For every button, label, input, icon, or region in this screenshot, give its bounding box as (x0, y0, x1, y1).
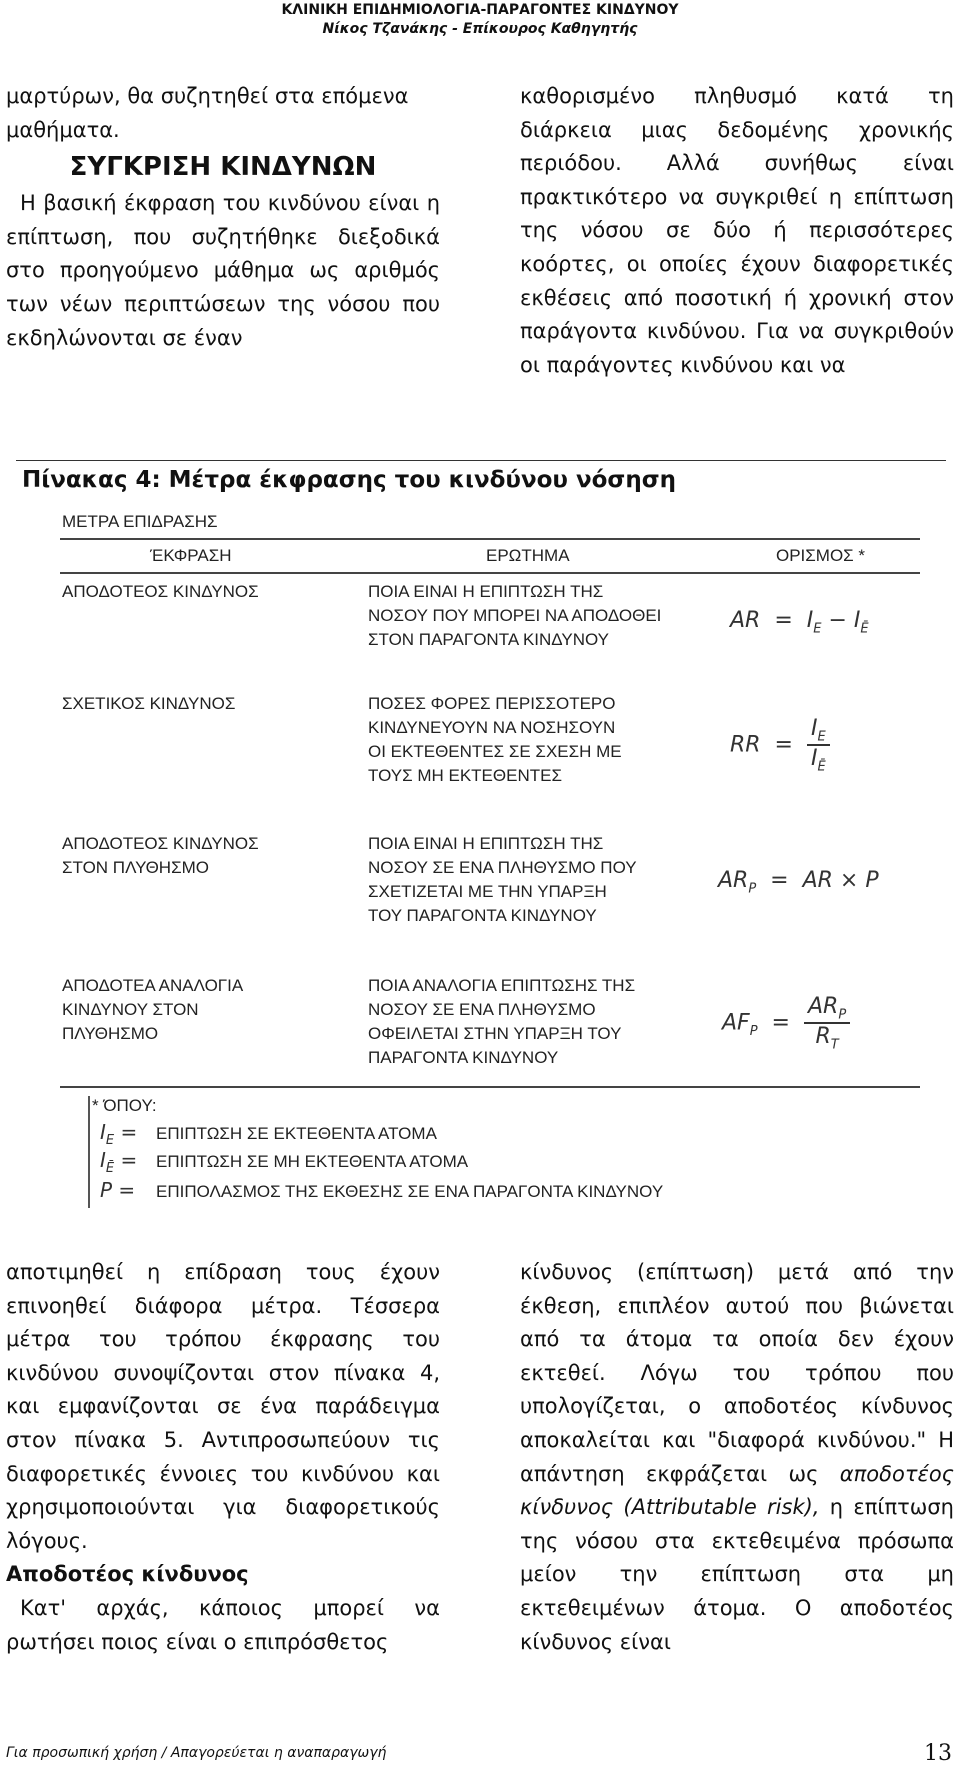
row4-expression: ΑΠΟΔΟΤΕΑ ΑΝΑΛΟΓΙΑ ΚΙΝΔΥΝΟΥ ΣΤΟΝ ΠΛΥΘΗΣΜΟ (62, 976, 244, 1043)
row1-question: ΠΟΙΑ ΕΙΝΑΙ Η ΕΠΙΠΤΩΣΗ ΤΗΣ ΝΟΣΟΥ ΠΟΥ ΜΠΟΡΕΙ ΝΑ ΑΠΟΔΟΘΕΙ ΣΤΟΝ ΠΑΡΑΓΟΝΤΑ ΚΙΝΔΥΝΟΥ (368, 582, 662, 649)
footnote-title: * ΌΠΟΥ: (92, 1096, 157, 1115)
row3-expression: ΑΠΟΔΟΤΕΟΣ ΚΙΝΔΥΝΟΣ ΣΤΟΝ ΠΛΥΘΗΣΜΟ (62, 834, 259, 877)
top-right-column (520, 80, 954, 382)
ar-text-part2: η επίπτωση της νόσου στα εκτεθειμένα πρόσωπα μείον την επίπτωση στα μη εκτεθειμένων άτομα. Ο αποδοτέος κίνδυνος είναι (520, 1495, 954, 1654)
table-rule-bottom (60, 1086, 920, 1088)
table-rule-header (60, 572, 920, 574)
row3-question: ΠΟΙΑ ΕΙΝΑΙ Η ΕΠΙΠΤΩΣΗ ΤΗΣ ΝΟΣΟΥ ΣΕ ΕΝΑ ΠΛΗΘΥΣΜΟ ΠΟΥ ΣΧΕΤΙΖΕΤΑΙ ΜΕ ΤΗΝ ΥΠΑΡΞΗ ΤΟΥ ΠΑΡΑΓΟΝΤΑ ΚΙΝΔΥΝΟΥ (368, 834, 637, 925)
row1-expression: ΑΠΟΔΟΤΕΟΣ ΚΙΝΔΥΝΟΣ (62, 582, 259, 601)
footnote-symbol-p: P = (100, 1178, 136, 1202)
col-header-definition: ΟΡΙΣΜΟΣ * (776, 546, 866, 565)
footnote-text-iebar: ΕΠΙΠΤΩΣΗ ΣΕ ΜΗ ΕΚΤΕΘΕΝΤΑ ΑΤΟΜΑ (156, 1152, 469, 1171)
col-header-expression: ΈΚΦΡΑΣΗ (150, 546, 232, 565)
attributable-risk-subheading: Αποδοτέος κίνδυνος (6, 1562, 249, 1587)
row2-question: ΠΟΣΕΣ ΦΟΡΕΣ ΠΕΡΙΣΣΟΤΕΡΟ ΚΙΝΔΥΝΕΥΟΥΝ ΝΑ ΝΟΣΗΣΟΥΝ ΟΙ ΕΚΤΕΘΕΝΤΕΣ ΣΕ ΣΧΕΣΗ ΜΕ ΤΟΥΣ ΜΗ ΕΚΤΕΘΕΝΤΕΣ (368, 694, 622, 785)
measures-paragraph: αποτιμηθεί η επίδραση τους έχουν επινοηθεί διάφορα μέτρα. Τέσσερα μέτρα του τρόπου έκφρασης του κινδύνου συνοψίζονται στον πίνακα 4, και εμφανίζονται σε ένα παράδειγμα στον πίνακα 5. Αντιπροσωπεύουν τις διαφορετικές έννοιες του κινδύνου και χρησιμοποιούνται για διαφορετικούς λόγους. (6, 1260, 440, 1553)
page-number: 13 (924, 1741, 952, 1766)
ar-text-part1: κίνδυνος (επίπτωση) μετά από την έκθεση, επιπλέον αυτού που βιώνεται από τα άτομα τα οποία δεν έχουν εκτεθεί. Λόγω του τρόπου που υπολογίζεται, ο αποδοτέος κίνδυνος αποκαλείται και "διαφορά κινδύνου." Η απάντηση εκφράζεται ως (520, 1260, 954, 1486)
table-top-rule (16, 460, 946, 461)
row2-formula: RR = $\frac{I_E}{I_Ē}$ (730, 716, 830, 775)
section-title: ΣΥΓΚΡΙΣΗ ΚΙΝΔΥΝΩΝ (69, 152, 377, 183)
row4-formula: $AF_P$ = $\frac{AR_P}{R_T}$ (722, 994, 850, 1053)
intro-paragraph-continued: καθορισμένο πληθυσμό κατά τη διάρκεια μιας δεδομένης χρονικής περιόδου. Αλλά συνήθως είναι πρακτικότερο να συγκριθεί η επίπτωση της νόσου σε δύο ή περισσότερες κοόρτες, οι οποίες έχουν διαφορετικές εκθέσεις από ποσοτική ή χρονική στον παράγοντα κινδύνου. Για να συγκριθούν οι παράγοντες κινδύνου και να (520, 84, 954, 377)
table-rule-top (60, 538, 920, 540)
attributable-risk-paragraph: Κατ' αρχάς, κάποιος μπορεί να ρωτήσει ποιος είναι ο επιπρόσθετος (6, 1595, 440, 1654)
row2-expression: ΣΧΕΤΙΚΟΣ ΚΙΝΔΥΝΟΣ (62, 694, 236, 713)
footnote-symbol-ie: $I_E$ = (100, 1120, 138, 1148)
table-caption: Πίνακας 4: Μέτρα έκφρασης του κινδύνου νόσηση (22, 467, 677, 493)
col-header-question: ΕΡΩΤΗΜΑ (486, 546, 570, 565)
footnote-symbol-iebar: $I_Ē$ = (100, 1148, 138, 1176)
footnote-text-p: ΕΠΙΠΟΛΑΣΜΟΣ ΤΗΣ ΕΚΘΕΣΗΣ ΣΕ ΕΝΑ ΠΑΡΑΓΟΝΤΑ ΚΙΝΔΥΝΟΥ (156, 1182, 664, 1201)
table-group-title: ΜΕΤΡΑ ΕΠΙΔΡΑΣΗΣ (62, 512, 218, 531)
ar-term-italic: αποδοτέος κίνδυνος (Attributable risk), (520, 1461, 954, 1520)
top-left-column (6, 80, 440, 355)
row3-formula: $AR_P$ = AR × P (718, 868, 879, 897)
continuation-text: μαρτύρων, θα συζητηθεί στα επόμενα μαθήματα. (6, 84, 409, 142)
running-header-title: ΚΛΙΝΙΚΗ ΕΠΙΔΗΜΙΟΛΟΓΙΑ-ΠΑΡΑΓΟΝΤΕΣ ΚΙΝΔΥΝΟΥ (281, 2, 679, 18)
footnote-bracket (88, 1096, 90, 1208)
bottom-right-column (520, 1256, 954, 1659)
running-header-author: Νίκος Τζανάκης - Επίκουρος Καθηγητής (322, 21, 638, 37)
row4-question: ΠΟΙΑ ΑΝΑΛΟΓΙΑ ΕΠΙΠΤΩΣΗΣ ΤΗΣ ΝΟΣΟΥ ΣΕ ΕΝΑ ΠΛΗΘΥΣΜΟ ΟΦΕΙΛΕΤΑΙ ΣΤΗΝ ΥΠΑΡΞΗ ΤΟΥ ΠΑΡΑΓΟΝΤΑ ΚΙΝΔΥΝΟΥ (368, 976, 636, 1067)
footnote-text-ie: ΕΠΙΠΤΩΣΗ ΣΕ ΕΚΤΕΘΕΝΤΑ ΑΤΟΜΑ (156, 1124, 437, 1143)
attributable-risk-paragraph-continued (520, 1256, 954, 1659)
intro-paragraph: Η βασική έκφραση του κινδύνου είναι η επίπτωση, που συζητήθηκε διεξοδικά στο προηγούμενο μάθημα ως αριθμός των νέων περιπτώσεων της νόσου που εκδηλώνονται σε έναν (6, 191, 440, 350)
row1-formula: AR = $I_E - I_Ē$ (730, 608, 869, 637)
bottom-left-column (6, 1256, 440, 1659)
risk-measures-table (0, 500, 960, 1220)
footer-notice: Για προσωπική χρήση / Απαγορεύεται η αναπαραγωγή (6, 1745, 387, 1761)
